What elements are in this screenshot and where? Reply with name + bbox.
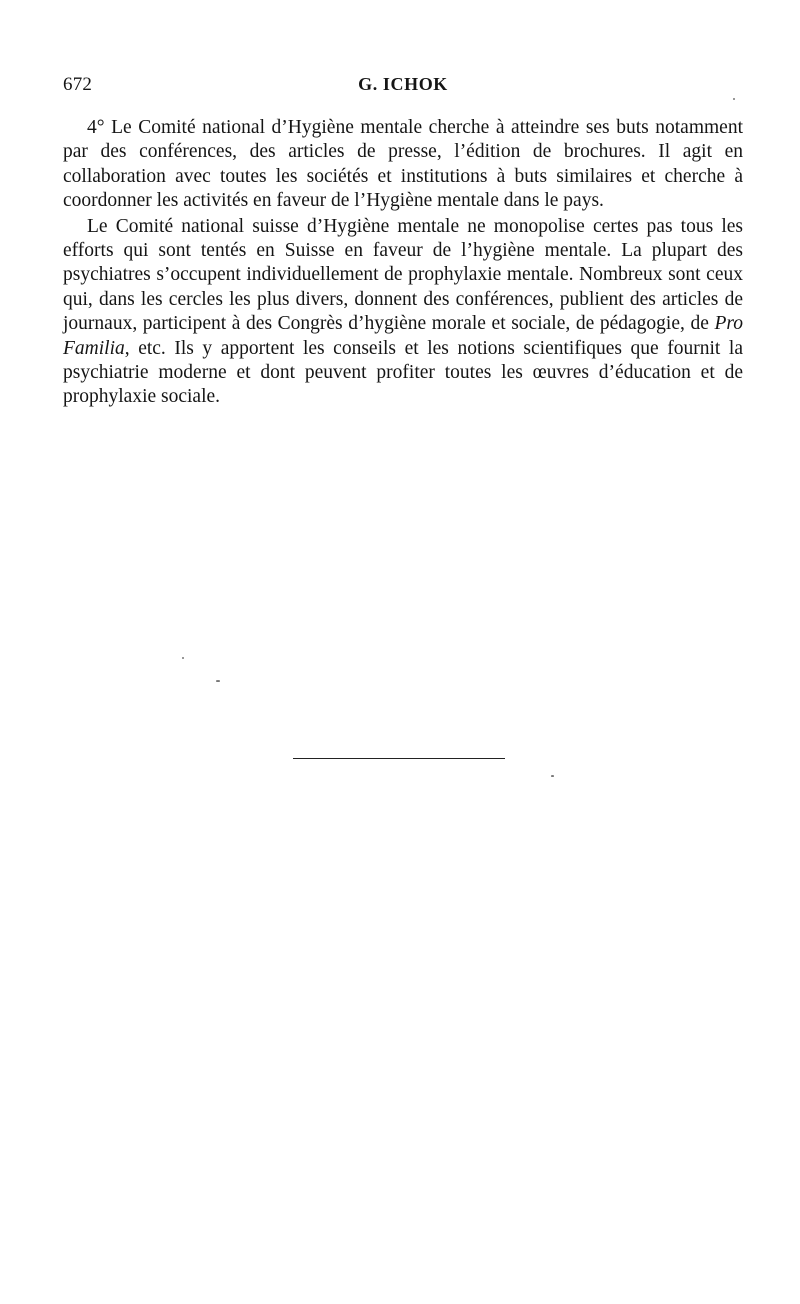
paragraph-2-text-start: Le Comité national suisse d’Hygiène mentale ne monopolise certes pas tous les efforts qui sont tentés en Suisse en faveur de l’hygiène mentale. La plupart des psychiatres s’occupent individuellement de prophylaxie mentale. Nombreux sont ceux qui, dans les cercles les plus divers, donnent des conférences, publient des articles de journaux, participent à des Congrès d’hygiène morale et sociale, de pédagogie, de (63, 215, 743, 335)
scan-speck (733, 98, 735, 100)
running-head: G. ICHOK (358, 74, 448, 94)
paragraph-1-text: 4° Le Comité national d’Hygiène mentale cherche à atteindre ses buts notamment par des conférences, des articles de presse, l’édition de brochures. Il agit en collaboration avec toutes les sociétés et institutions à buts similaires et cherche à coordonner les activités en faveur de l’Hygiène mentale dans le pays. (63, 117, 743, 212)
scan-speck (551, 775, 554, 777)
page-number: 672 (63, 74, 93, 95)
paragraph-2 (63, 215, 743, 410)
body-text (63, 116, 743, 410)
paragraph-2-italic-term: Pro Familia (63, 313, 743, 359)
scan-speck (182, 657, 184, 659)
paragraph-2-text-end: , etc. Ils y apportent les conseils et les notions scientifiques que fournit la psychiatrie moderne et dont peuvent profiter toutes les œuvres d’éducation et de prophylaxie sociale. (63, 337, 743, 408)
end-rule (293, 758, 505, 759)
page-header (63, 74, 743, 102)
paragraph-1 (63, 116, 743, 214)
scan-speck (216, 680, 220, 682)
